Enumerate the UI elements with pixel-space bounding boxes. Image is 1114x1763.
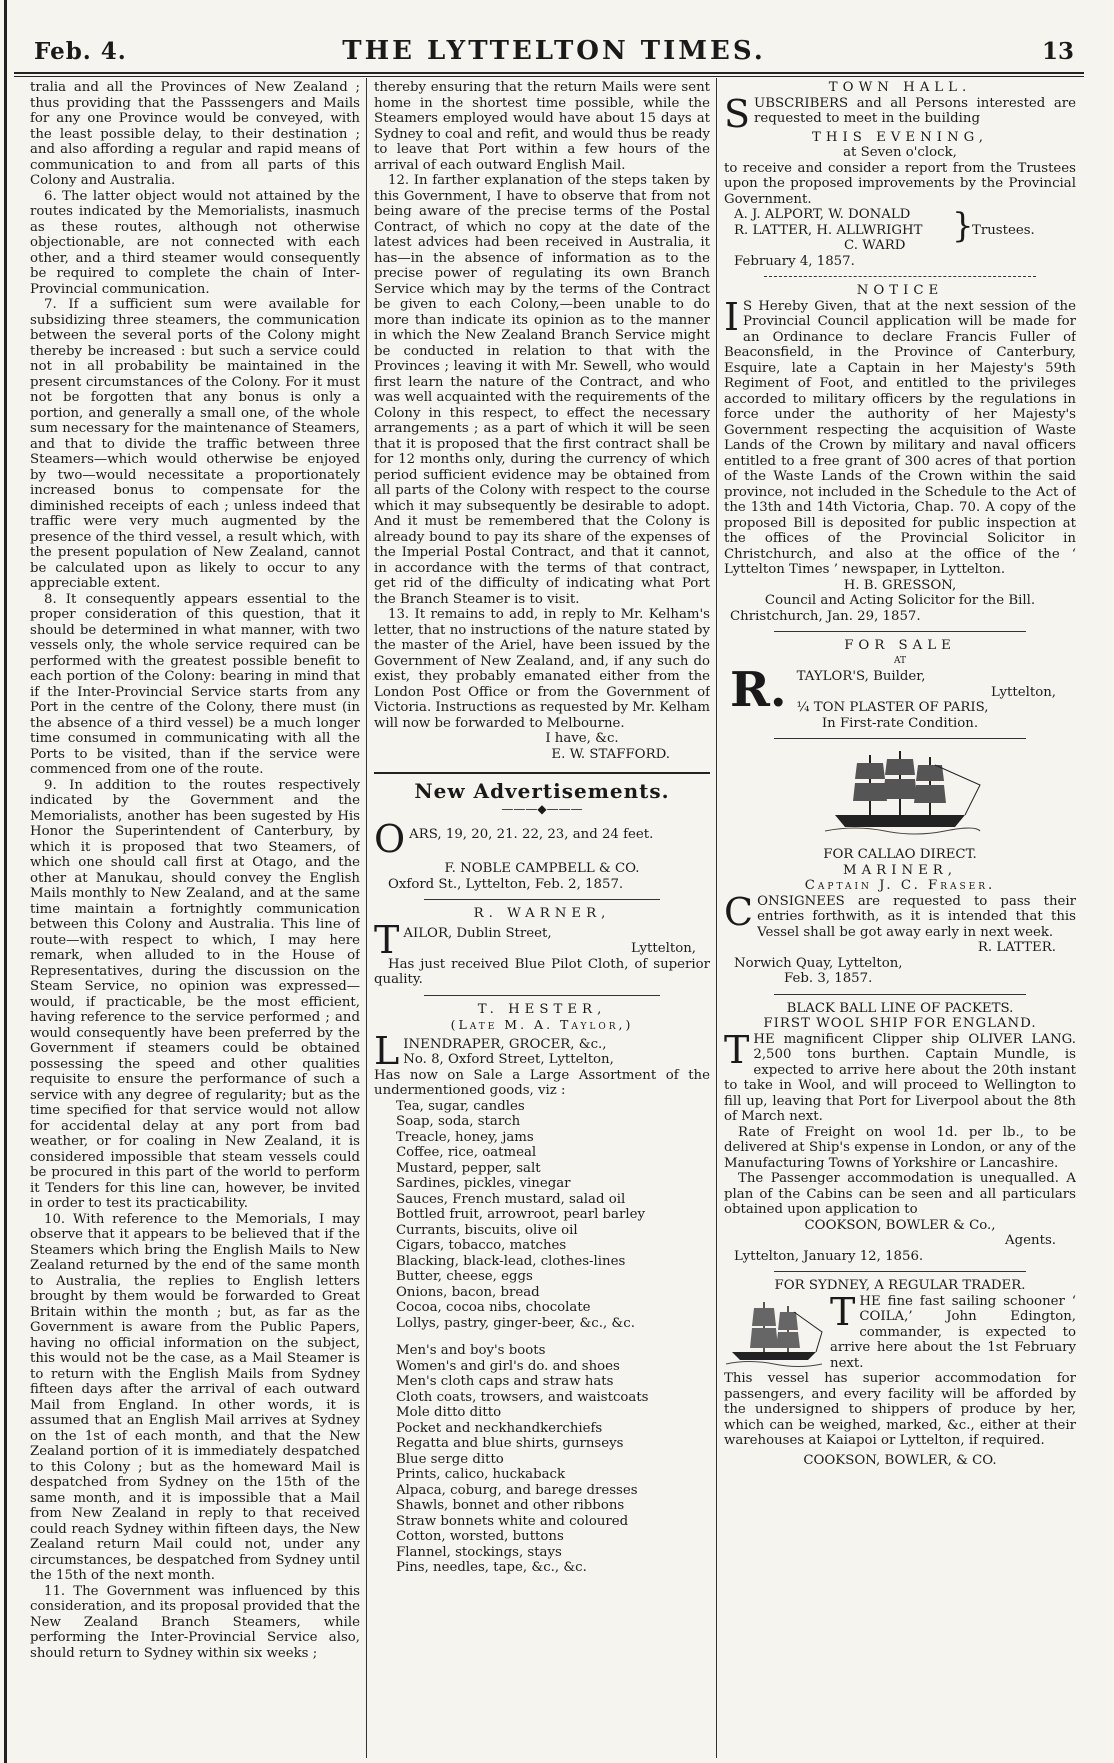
list-item: Cloth coats, trowsers, and waistcoats	[396, 1389, 649, 1405]
sydney-body-2: This vessel has superior accommodation for passengers, and every facility will be afforded by the undersigned to shippers of produce by her, which can be weighed, marked, &c., either at their warehouses at Kaiapoi or Lyttelton, if required.	[724, 1371, 1076, 1448]
list-item: Straw bonnets white and coloured	[396, 1513, 629, 1529]
masthead-title: THE LYTTELTON TIMES.	[342, 36, 766, 66]
list-item: Treacle, honey, jams	[396, 1129, 534, 1145]
ad-divider	[774, 631, 1026, 632]
trustee-line: R. LATTER, H. ALLWRIGHT	[734, 222, 923, 238]
goods-list-groceries	[374, 1099, 710, 1332]
drop-cap: C	[724, 889, 754, 934]
town-hall-purpose: to receive and consider a report from the Trustees upon the proposed improvements by the Provincial Government.	[724, 160, 1076, 207]
warner-line2: Lyttelton,	[630, 941, 696, 956]
ad-divider	[774, 1271, 1026, 1272]
callao-captain: Captain J. C. Fraser.	[804, 878, 996, 893]
town-hall-evening: THIS EVENING,	[812, 129, 988, 145]
column-rule-2	[716, 78, 717, 1758]
list-item: Mole ditto ditto	[396, 1405, 502, 1420]
hester-late: (Late M. A. Taylor,)	[450, 1017, 634, 1032]
town-hall-body: UBSCRIBERS and all Persons interested are requested to meet in the building	[754, 95, 1076, 126]
oars-firm: F. NOBLE CAMPBELL & CO.	[444, 861, 640, 876]
ad-divider	[774, 738, 1026, 739]
callao-ship: MARINER,	[842, 862, 958, 878]
ad-divider	[424, 899, 660, 900]
notice-advert	[724, 283, 1076, 624]
black-ball-agent: COOKSON, BOWLER & Co.,	[804, 1217, 996, 1233]
trustee-line: C. WARD	[844, 238, 906, 253]
schooner-icon	[724, 1296, 824, 1368]
paragraph: tralia and all the Provinces of New Zealand ; thus providing that the Passsengers and Mails for any one Province would be conveyed, with the least possible delay, to their destination ; and also affording a regular and rapid means of communication to and from all parts of this Colony and Australia.	[30, 80, 360, 188]
drop-cap: R.	[730, 662, 787, 718]
column-2	[374, 80, 710, 1758]
list-item: Mustard, pepper, salt	[396, 1160, 541, 1176]
header-rule	[14, 72, 1084, 74]
ad-divider	[424, 995, 660, 996]
black-ball-subtitle: FIRST WOOL SHIP FOR ENGLAND.	[763, 1016, 1037, 1031]
callao-signer: R. LATTER.	[977, 940, 1056, 955]
hester-advert	[374, 1002, 710, 1576]
hester-body: Has now on Sale a Large Assortment of the undermentioned goods, viz :	[374, 1067, 710, 1098]
oars-advert	[374, 817, 710, 892]
column-3	[724, 80, 1076, 1758]
notice-signer: H. B. GRESSON,	[843, 577, 957, 593]
sydney-signer: COOKSON, BOWLER, & CO.	[803, 1452, 997, 1468]
list-item: Tea, sugar, candles	[396, 1098, 525, 1114]
sydney-advert	[724, 1278, 1076, 1468]
hester-name: T. HESTER,	[477, 1001, 607, 1017]
drop-cap: O	[374, 817, 406, 861]
paragraph: 9. In addition to the routes respectively indicated by the Government and the Memorialists, another has been sugested by His Honor the Superintendent of Canterbury, by which it is proposed that two Steamers, of which one should call first at Otago, and the other at Manukau, should convey the English Mails monthly to New Zealand, and at the same time maintain a fortnightly communication between this Colony and Australia. This line of route—with respect to which, I may here remark, when alluded to in the House of Representatives, during the discussion on the Steam Service, no opinion was expressed—would, if practicable, be the most efficient, having reference to the service performed ; and would consequently have been preferred by the Government if steamers could be obtained possessing the speed and other qualities requisite to ensure the performance of such a service with any degree of regularity; but as the time specified for that service would not allow for accidental delay at any port from bad weather, or for coaling in New Zealand, it is considered impossible that steam vessels could be procured in this part of the world to perform it Tenders for this line can, however, be invited in order to test its practicability.	[30, 777, 360, 1211]
town-hall-title: TOWN HALL.	[828, 80, 972, 95]
list-item: Men's cloth caps and straw hats	[396, 1374, 614, 1389]
notice-body: S Hereby Given, that at the next session of the Provincial Council application will be made for an Ordinance to declare Francis Fuller of Beaconsfield, in the Province of Canterbury, Esquire, late a Captain in her Majesty's 59th Regiment of Foot, and entitled to the privileges accorded to military officers by the regulations in force under the authority of her Majesty's Government respecting the acquisition of Waste Lands of the Crown by military and naval officers entitled to a free grant of 300 acres of that portion of the Waste Lands of the Crown within the said province, not included in the Schedule to the Act of the 13th and 14th Victoria, Chap. 70. A copy of the proposed Bill is deposited for public inspection at the offices of the Provincial Solicitor in Christchurch, and also at the office of the ‘ Lyttelton Times ’ newspaper, in Lyttelton.	[724, 298, 1076, 577]
town-hall-date: February 4, 1857.	[734, 253, 855, 269]
list-item: Regatta and blue shirts, gurnseys	[396, 1436, 624, 1451]
drop-cap: I	[724, 294, 740, 339]
list-item: Women's and girl's do. and shoes	[396, 1358, 620, 1374]
for-sale-line1: TAYLOR'S, Builder,	[796, 669, 926, 684]
callao-advert	[724, 847, 1076, 987]
list-item: Pins, needles, tape, &c., &c.	[396, 1560, 587, 1575]
for-sale-line2: Lyttelton,	[990, 684, 1056, 700]
list-item: Bottled fruit, arrowroot, pearl barley	[396, 1207, 645, 1222]
binding-edge	[4, 0, 7, 1763]
goods-list-drapery	[374, 1343, 710, 1576]
paragraph: 10. With reference to the Memorials, I may observe that it appears to be believed that if the Steamers which bring the English Mails to New Zealand returned by the end of the same month to Australia, the replies to English letters brought by them would be forwarded to Great Britain within the month ; but, as far as the Government is aware from the Public Papers, having no official information on the subject, this would not be the case, as a Mail Steamer is to return with the English Mails from Sydney fifteen days after the arrival of each outward Mail from England. In other words, it is assumed that an English Mail arrives at Sydney on the 1st of each month, and that the New Zealand portion of it is immediately despatched to this Colony ; but as the homeward Mail is despatched from Sydney on the 15th of the same month, and it is impossible that a Mail from New Zealand in reply to that received could reach Sydney within fifteen days, the New Zealand return Mail could not, under any circumstances, be despatched from Sydney until the 15th of the next month.	[30, 1211, 360, 1583]
paragraph: thereby ensuring that the return Mails were sent home in the shortest time possible, while the Steamers employed would have about 15 days at Sydney to coal and refit, and would thus be ready to leave that Port within a few hours of the arrival of each outward English Mail.	[374, 80, 710, 173]
ad-divider	[774, 994, 1026, 995]
list-item: Currants, biscuits, olive oil	[396, 1222, 578, 1238]
page-header	[34, 34, 1074, 74]
paragraph: 11. The Government was influenced by this consideration, and its proposal provided that the New Zealand Branch Steamers, while performing the Inter-Provincial Service also, should return to Sydney within six weeks ;	[30, 1583, 360, 1661]
brace-icon: }	[952, 206, 974, 246]
trustees-label: Trustees.	[972, 223, 1035, 238]
page-number: 13	[1041, 38, 1074, 65]
list-item: Alpaca, coburg, and barege dresses	[396, 1482, 638, 1498]
list-item: Shawls, bonnet and other ribbons	[396, 1498, 625, 1513]
list-item: Flannel, stockings, stays	[396, 1544, 562, 1560]
notice-title: NOTICE	[856, 283, 944, 298]
list-item: Onions, bacon, bread	[396, 1284, 540, 1300]
list-item: Cigars, tobacco, matches	[396, 1238, 567, 1253]
oars-place: Oxford St., Lyttelton, Feb. 2, 1857.	[388, 876, 624, 892]
sydney-body: HE fine fast sailing schooner ‘ COILA,’ John Edington, commander, is expected to arrive here about the 1st February next.	[830, 1293, 1076, 1371]
trustee-line: A. J. ALPORT, W. DONALD	[734, 207, 911, 222]
black-ball-title: BLACK BALL LINE OF PACKETS.	[786, 1000, 1014, 1016]
list-item: Butter, cheese, eggs	[396, 1269, 533, 1284]
list-item: Sardines, pickles, vinegar	[396, 1176, 571, 1191]
ornament-divider: ———◆———	[501, 801, 583, 816]
black-ball-advert	[724, 1001, 1076, 1265]
warner-name: R. WARNER,	[473, 906, 611, 921]
warner-advert	[374, 906, 710, 988]
paragraph: 13. It remains to add, in reply to Mr. Kelham's letter, that no instructions of the nature stated by the master of the Ariel, have been issued by the Government of New Zealand, and, if any such do exist, they probably emanated either from the London Post Office or from the Government of Victoria. Instructions as requested by Mr. Kelham will now be forwarded to Melbourne.	[374, 607, 710, 731]
section-rule	[374, 772, 710, 774]
black-ball-date: Lyttelton, January 12, 1856.	[734, 1248, 924, 1264]
town-hall-advert	[724, 80, 1076, 269]
list-item: Cotton, worsted, buttons	[396, 1529, 564, 1544]
hester-line1: INENDRAPER, GROCER, &c.,	[403, 1036, 607, 1052]
for-sale-advert	[724, 638, 1076, 731]
column-1	[30, 80, 360, 1758]
black-ball-passenger: The Passenger accommodation is unequalled. A plan of the Cabins can be seen and all particulars obtained upon application to	[724, 1171, 1076, 1217]
callao-title: FOR CALLAO DIRECT.	[823, 847, 977, 862]
notice-role: Council and Acting Solicitor for the Bill.	[764, 593, 1036, 608]
oars-text: ARS, 19, 20, 21. 22, 23, and 24 feet.	[409, 827, 654, 842]
black-ball-body: HE magnificent Clipper ship OLIVER LANG. 2,500 tons burthen. Captain Mundle, is expected to arrive here about the 20th instant to take in Wool, and will proceed to Wellington to fill up, leaving that Port for Liverpool about the 8th of March next.	[724, 1031, 1076, 1124]
list-item: Men's and boy's boots	[396, 1343, 546, 1358]
signature: E. W. STAFFORD.	[551, 746, 670, 762]
issue-date: Feb. 4.	[34, 38, 127, 65]
paragraph: 12. In farther explanation of the steps taken by this Government, I have to observe that from not being aware of the precise terms of the Postal Contract, of which no copy at the date of the latest advices had been received in Australia, it has—in the absence of information as to the precise power of regulating its own Branch Service which may by the terms of the Contract be given to each Colony,—been unable to do more than indicate its opinion as to the manner in which the New Zealand Branch Service might be conducted in relation to that with the Provinces ; leaving it with Mr. Sewell, who would first learn the nature of the Contract, and who was well acquainted with the requirements of the Colony in this respect, to effect the necessary arrangements ; as a part of which it will be seen that it is proposed that the first contract shall be for 12 months only, during the currency of which period sufficient evidence may be obtained from all parts of the Colony with respect to the course which it may subsequently be desirable to adopt. And it must be remembered that the Colony is already bound to pay its share of the expenses of the Imperial Postal Contract, and that it cannot, in accordance with the terms of that contract, get rid of the difficulty of indicating what Port the Branch Steamer is to visit.	[374, 173, 710, 607]
list-item: Prints, calico, huckaback	[396, 1467, 566, 1482]
ad-divider	[764, 276, 1036, 277]
for-sale-at: AT	[893, 655, 906, 666]
for-sale-title: FOR SALE	[844, 638, 956, 653]
black-ball-agents: Agents.	[1005, 1233, 1056, 1248]
list-item: Sauces, French mustard, salad oil	[396, 1191, 626, 1207]
for-sale-line3: ¼ TON PLASTER OF PARIS,	[796, 700, 989, 715]
list-item: Cocoa, cocoa nibs, chocolate	[396, 1300, 591, 1315]
callao-place: Norwich Quay, Lyttelton,	[734, 955, 903, 971]
town-hall-time: at Seven o'clock,	[843, 145, 957, 160]
callao-date: Feb. 3, 1857.	[784, 971, 873, 986]
sailing-ship-icon	[815, 745, 985, 841]
header-rule-thin	[14, 76, 1084, 77]
notice-place: Christchurch, Jan. 29, 1857.	[730, 608, 921, 624]
list-item: Blue serge ditto	[396, 1451, 504, 1467]
drop-cap: S	[724, 91, 751, 136]
paragraph: 7. If a sufficient sum were available for subsidizing three steamers, the communication between the several ports of the Colony might thereby be increased : but such a service could not in all probability be maintained in the present circumstances of the Colony. For it must not be forgotten that any bonus is only a portion, and generally a small one, of the whole sum necessary for the maintenance of Steamers, and that to divide the traffic between three Steamers—which would otherwise be enjoyed by two—would necessitate a proportionately increased bonus to compensate for the diminished receipts of each ; unless indeed that traffic were very much augmented by the presence of the third vessel, a result which, with the present population of New Zealand, cannot be calculated upon as likely to occur to any appreciable extent.	[30, 297, 360, 591]
black-ball-rate: Rate of Freight on wool 1d. per lb., to be delivered at Ship's expense in London, or any of the Manufacturing Towns of Yorkshire or Lancashire.	[724, 1124, 1076, 1171]
drop-cap: T	[830, 1289, 856, 1334]
paragraph: 8. It consequently appears essential to the proper consideration of this question, that it should be determined in what manner, with two vessels only, the whole service required can be performed with the greatest possible benefit to each portion of the Colony: bearing in mind that if the Inter-Provincial Service starts from any Port in the centre of the Colony, there must (in the absence of a third vessel) be a much longer time consumed in communicating with all the Ports to be visited, than if the service were commenced from one of the route.	[30, 591, 360, 777]
list-item: Pocket and neckhandkerchiefs	[396, 1420, 603, 1436]
list-item: Blacking, black-lead, clothes-lines	[396, 1253, 626, 1269]
warner-line1: AILOR, Dublin Street,	[403, 925, 552, 941]
list-item: Soap, soda, starch	[396, 1114, 521, 1129]
callao-body: ONSIGNEES are requested to pass their entries forthwith, as it is intended that this Vessel shall be got away early in next week.	[757, 893, 1076, 940]
hester-line2: No. 8, Oxford Street, Lyttelton,	[403, 1052, 614, 1067]
new-advertisements-heading: New Advertisements.	[414, 779, 670, 803]
drop-cap: T	[724, 1027, 750, 1072]
list-item: Lollys, pastry, ginger-beer, &c., &c.	[396, 1315, 635, 1331]
closing: I have, &c.	[545, 731, 619, 746]
warner-body: Has just received Blue Pilot Cloth, of superior quality.	[374, 956, 710, 987]
paragraph: 6. The latter object would not attained by the routes indicated by the Memorialists, inasmuch as these routes, although not otherwise objectionable, are not connected with each other, and a third steamer would consequently be required to complete the chain of Inter-Provincial communication.	[30, 188, 360, 297]
drop-cap: T	[374, 917, 400, 962]
trustee-names	[724, 207, 1076, 254]
drop-cap: L	[374, 1028, 400, 1073]
list-item: Coffee, rice, oatmeal	[396, 1145, 537, 1160]
sydney-title: FOR SYDNEY, A REGULAR TRADER.	[774, 1278, 1026, 1293]
column-rule-1	[366, 78, 367, 1758]
for-sale-line4: In First-rate Condition.	[821, 715, 979, 731]
